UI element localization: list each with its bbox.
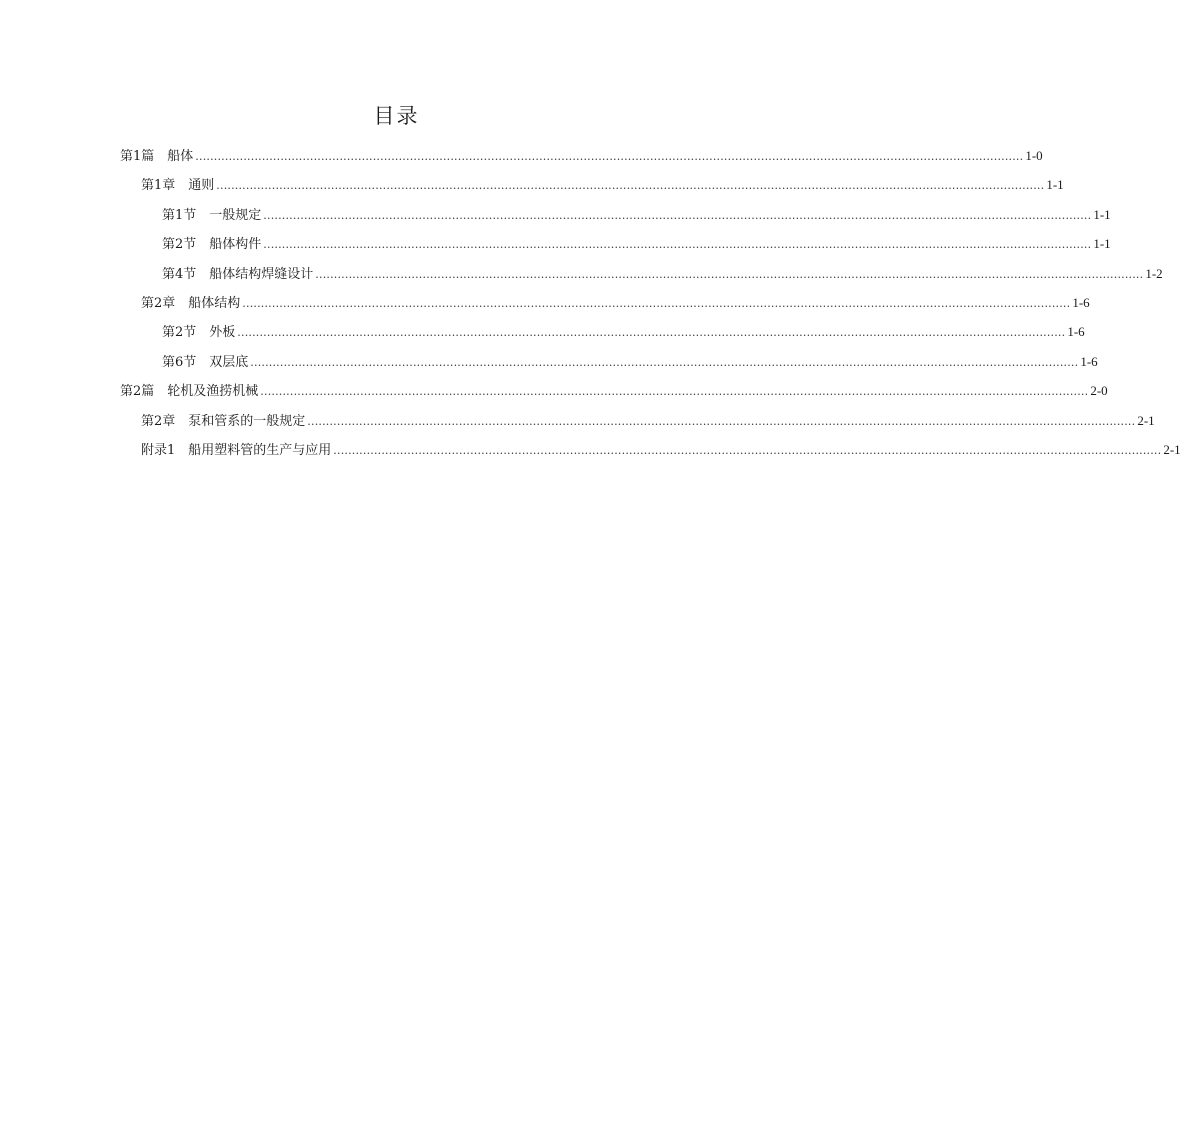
toc-entry-page: 2-1 [1163, 441, 1181, 457]
toc-entry-number: 第1章 [141, 178, 176, 194]
toc-entry-chapter-1[interactable] [120, 172, 1064, 201]
toc-entry-chapter-2-pumps[interactable] [120, 408, 1155, 437]
toc-entry-page: 1-1 [1046, 177, 1064, 193]
toc-entry-page: 1-6 [1067, 324, 1085, 340]
toc-entry-number: 第2章 [141, 295, 176, 311]
toc-entry-section-2-shell[interactable] [120, 319, 1085, 348]
toc-entry-page: 1-2 [1145, 265, 1163, 281]
toc-entry-section-6[interactable] [120, 349, 1098, 378]
toc-entry-part-1[interactable] [120, 143, 1043, 172]
toc-entry-appendix-1[interactable] [120, 437, 1181, 466]
dot-leader: ................................................................................................................................................................................................................................ [307, 414, 1136, 428]
dot-leader: ................................................................................................................................................................................................................................ [216, 179, 1045, 193]
table-of-contents [120, 143, 1181, 466]
toc-entry-label: 通则 [188, 178, 215, 194]
toc-entry-part-2[interactable] [120, 378, 1108, 407]
toc-entry-section-1[interactable] [120, 202, 1111, 231]
toc-entry-page: 1-0 [1025, 148, 1043, 163]
toc-entry-page: 1-1 [1093, 206, 1111, 222]
toc-entry-page: 1-1 [1093, 236, 1111, 252]
toc-entry-number: 第2篇 [120, 384, 155, 400]
dot-leader: ................................................................................................................................................................................................................................ [242, 296, 1071, 310]
toc-entry-label: 泵和管系的一般规定 [188, 413, 306, 429]
toc-entry-label: 船体结构焊缝设计 [209, 266, 314, 282]
toc-entry-label: 外板 [209, 325, 236, 341]
toc-entry-label: 船体结构 [188, 295, 241, 311]
toc-entry-label: 轮机及渔捞机械 [167, 384, 259, 400]
toc-entry-number: 第2章 [141, 413, 176, 429]
toc-title: 目录 [373, 104, 420, 128]
dot-leader: ................................................................................................................................................................................................................................ [250, 355, 1079, 369]
toc-entry-number: 第2节 [162, 325, 197, 341]
toc-entry-number: 第1节 [162, 207, 197, 223]
toc-entry-page: 1-6 [1072, 294, 1090, 310]
toc-entry-label: 一般规定 [209, 207, 262, 223]
toc-entry-number: 第6节 [162, 354, 197, 370]
toc-entry-number: 第4节 [162, 266, 197, 282]
toc-entry-section-2[interactable] [120, 231, 1111, 260]
dot-leader: ................................................................................................................................................................................................................................ [263, 238, 1092, 252]
dot-leader: ................................................................................................................................................................................................................................ [263, 208, 1092, 222]
toc-entry-page: 2-0 [1090, 383, 1108, 399]
toc-entry-label: 船用塑料管的生产与应用 [188, 442, 332, 458]
toc-entry-section-4[interactable] [120, 261, 1163, 290]
toc-entry-label: 船体构件 [209, 237, 262, 253]
dot-leader: ................................................................................................................................................................................................................................ [237, 326, 1066, 340]
dot-leader: ................................................................................................................................................................................................................................ [260, 385, 1089, 399]
toc-entry-number: 附录1 [141, 442, 176, 458]
toc-entry-page: 1-6 [1080, 353, 1098, 369]
dot-leader: ................................................................................................................................................................................................................................ [195, 150, 1024, 163]
toc-entry-label: 船体 [167, 149, 194, 164]
toc-entry-label: 双层底 [209, 354, 249, 370]
toc-entry-page: 2-1 [1137, 412, 1155, 428]
toc-entry-number: 第1篇 [120, 149, 155, 164]
dot-leader: ................................................................................................................................................................................................................................ [333, 443, 1162, 457]
toc-entry-chapter-2[interactable] [120, 290, 1090, 319]
dot-leader: ................................................................................................................................................................................................................................ [315, 267, 1144, 281]
toc-entry-number: 第2节 [162, 237, 197, 253]
